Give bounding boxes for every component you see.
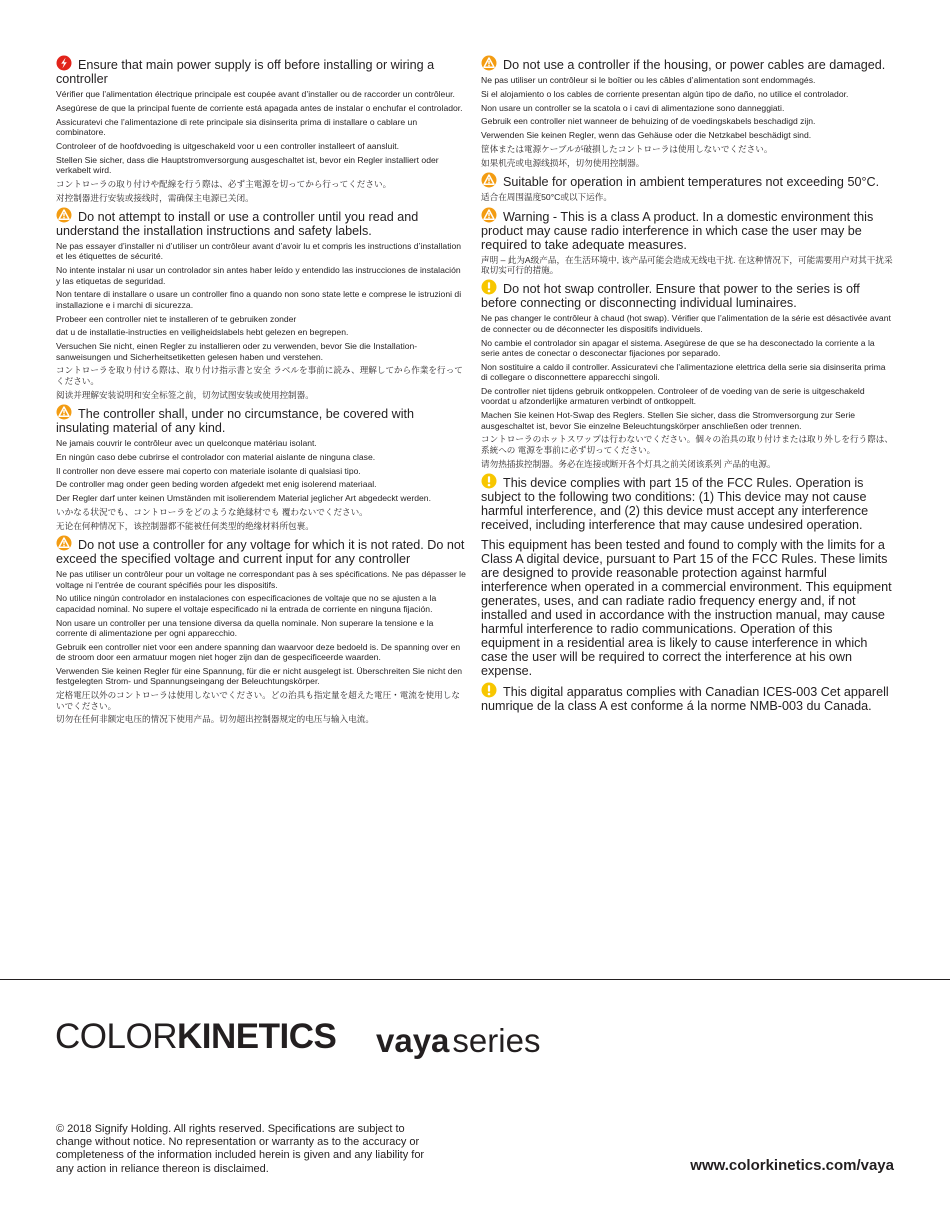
translation-line: Asegúrese de que la principal fuente de corriente está apagada antes de instalar o enchufar el controlador. (56, 102, 463, 113)
translation-line: En ningún caso debe cubrirse el controlador con material aislante de ninguna clase. (56, 451, 376, 462)
safety-notice (56, 535, 466, 725)
safety-notice (481, 172, 893, 202)
translation-line: コントローラの取り付けや配線を行う際は、必ず主電源を切ってから行ってください。 (56, 178, 392, 189)
translation-line: Non sostituire a caldo il controller. Assicuratevi che l’alimentazione elettrica della serie sia disinserita prima di collegare o disconnettere apparecchi singoli. (481, 361, 886, 383)
safety-notice (481, 538, 893, 678)
notice-heading-text: Warning - This is a class A product. In a domestic environment this product may cause radio interference in which case the user may be required to take adequate measures. (481, 209, 874, 252)
vaya-series-logo (376, 1022, 540, 1060)
translation-line: 适合在周围温度50°C或以下运作。 (481, 192, 612, 203)
caution-icon (481, 682, 497, 698)
translation-line: No intente instalar ni usar un controlador sin antes haber leído y entendido las instrucciones de instalación y las etiquetas de seguridad. (56, 265, 461, 286)
safety-notice (481, 55, 893, 168)
notice-heading (481, 207, 893, 252)
notice-heading-text: Do not use a controller if the housing, or power cables are damaged. (503, 58, 886, 72)
translation-line: Stellen Sie sicher, dass die Hauptstromversorgung ausgeschaltet ist, bevor ein Regler installiert oder verkabelt wird. (56, 154, 439, 175)
safety-notice (481, 473, 893, 532)
safety-notice (481, 682, 893, 713)
translation-line: Assicuratevi che l’alimentazione di rete principale sia disinserita prima di installare o cablare un combinatore. (56, 116, 418, 137)
translation-line: Verwenden Sie keinen Regler, wenn das Gehäuse oder die Netzkabel beschädigt sind. (481, 130, 812, 141)
translation-line: 定格電圧以外のコントローラは使用しないでください。どの治具も指定量を超えた電圧・電流を使用しないでください。 (56, 690, 460, 711)
safety-notice (481, 207, 893, 276)
color-kinetics-logo (55, 1017, 336, 1057)
safety-notice (481, 279, 893, 469)
translation-line: コントローラを取り付ける際は、取り付け指示書と安全 ラベルを事前に読み、理解してから作業を行ってください。 (56, 365, 463, 386)
translation-line: Machen Sie keinen Hot-Swap des Reglers. Stellen Sie sicher, dass die Stromversorgung zur Serie ausgeschaltet ist, bevor Sie einzelne Beleuchtungskörper anschließen oder trennen. (481, 410, 856, 431)
logo-color-text: COLOR (55, 1017, 177, 1056)
translation-line: 无论在何种情况下，该控制器都不能被任何类型的绝缘材料所包裹。 (56, 520, 314, 531)
notice-heading (481, 172, 893, 189)
warning-icon (481, 207, 497, 223)
notice-heading (481, 473, 893, 532)
notice-heading (56, 535, 466, 566)
logo-kinetics-text: KINETICS (176, 1017, 337, 1056)
website-link[interactable]: www.colorkinetics.com/vaya (690, 1157, 894, 1174)
notice-heading (56, 55, 466, 86)
logo-series-text: series (452, 1022, 541, 1059)
notice-heading (56, 207, 466, 238)
translation-line: Gebruik een controller niet wanneer de behuizing of de voedingskabels beschadigd zijn. (481, 116, 816, 127)
footer-divider (0, 979, 950, 980)
warning-icon (481, 172, 497, 188)
translation-line: Ne pas utiliser un contrôleur si le boîtier ou les câbles d’alimentation sont endommagés. (481, 75, 816, 85)
translation-line: Ne pas utiliser un contrôleur pour un voltage ne correspondant pas à ses spécifications. Ne pas dépasser le voltage ni l’entrée de courant spécifiés pour les dispositifs. (56, 569, 466, 590)
warning-icon (56, 207, 72, 223)
translation-line: No cambie el controlador sin apagar el sistema. Asegúrese de que se ha desconectado la corriente a la serie antes de conectar o desconectar fijaciones por separado. (481, 337, 875, 359)
safety-notice (56, 55, 466, 203)
translation-line: De controller niet tijdens gebruik ontkoppelen. Controleer of de voeding van de serie is uitgeschakeld voordat u afzonderlijke armaturen verbindt of ontkoppelt. (481, 386, 865, 407)
safety-notice (56, 404, 466, 531)
notice-heading-text: Do not attempt to install or use a controller until you read and understand the installation instructions and safety labels. (56, 210, 419, 238)
translation-line: 阅读并理解安装说明和安全标签之前，切勿试图安装或使用控制器。 (56, 389, 314, 400)
notice-heading-text: The controller shall, under no circumstance, be covered with insulating material of any kind. (56, 407, 414, 436)
notice-heading (481, 279, 893, 310)
logo-vaya-text: vaya (376, 1022, 450, 1059)
translation-line: dat u de installatie-instructies en veiligheidslabels hebt gelezen en begrepen. (56, 327, 349, 338)
translation-line: Ne jamais couvrir le contrôleur avec un quelconque matériau isolant. (56, 438, 317, 449)
notice-heading-text: Ensure that main power supply is off before installing or wiring a controller (56, 58, 435, 86)
translation-line: 切勿在任何非额定电压的情况下使用产品。切勿超出控制器规定的电压与输入电流。 (56, 714, 374, 725)
translation-line: Gebruik een controller niet voor een andere spanning dan waarvoor deze bedoeld is. De spanning over en de stroom door een armatuur mogen niet hoger zijn dan de gespecificeerde waarden. (56, 641, 461, 663)
caution-icon (481, 279, 497, 295)
translation-line: Der Regler darf unter keinen Umständen mit isolierendem Material jeglicher Art abgedeckt werden. (56, 493, 431, 504)
notice-heading (56, 404, 466, 435)
warning-icon (56, 404, 72, 420)
warning-icon (56, 535, 72, 551)
translation-line: Probeer een controller niet te installeren of te gebruiken zonder (56, 313, 297, 324)
notice-heading (481, 55, 893, 72)
notice-heading-text: Do not hot swap controller. Ensure that power to the series is off before connecting or disconnecting individual luminaires. (481, 282, 860, 311)
translation-line: Versuchen Sie nicht, einen Regler zu installieren oder zu verwenden, bevor Sie die Installation-sanweisungen und Sicherheitsetiketten gelesen haben und verstehen. (56, 341, 418, 362)
translation-line: 如果机壳或电源线损坏，切勿使用控制器。 (481, 157, 645, 168)
translation-line: No utilice ningún controlador en instalaciones con especificaciones de voltaje que no se ajusten a la capacidad nominal. No supere el voltaje especificado ni la entrada de corriente en ninguna fijación. (56, 593, 437, 614)
notice-heading-text: This device complies with part 15 of the FCC Rules. Operation is subject to the following two conditions: (1) This device may not cause harmful interference, and (2) this device must accept any interference received, including interference that may cause undesired operation. (481, 476, 869, 533)
electric-shock-icon (56, 55, 72, 71)
notice-heading-text: This digital apparatus complies with Canadian ICES-003 Cet apparell numrique de la class A est conforme á la norme NMB-003 du Canada. (481, 685, 889, 714)
caution-icon (481, 473, 497, 489)
translation-line: Non usare un controller per una tensione diversa da quella nominale. Non superare la tensione e la corrente di alimentazione per ogni apparecchio. (56, 617, 434, 639)
translation-line: Non usare un controller se la scatola o i cavi di alimentazione sono danneggiati. (481, 102, 785, 113)
notice-heading (481, 682, 893, 713)
notice-body: This equipment has been tested and found to comply with the limits for a Class A digital device, pursuant to Part 15 of the FCC Rules. These limits are designed to provide reasonable protection against harmful interference when operated in a commercial environment. This equipment generates, uses, and can radiate radio frequency energy and, if not installed and used in accordance with the instruction manual, may cause harmful interference to radio communications. Operation of this equipment in a residential area is likely to cause interference in which case the user will be required to correct the interference at his own expense. (481, 538, 892, 679)
translation-line: Ne pas essayer d’installer ni d’utiliser un contrôleur avant d’avoir lu et compris les instructions d’installation et les étiquettes de sécurité. (56, 241, 462, 262)
translation-line: Controleer of de hoofdvoeding is uitgeschakeld voor u een controller installeert of aansluit. (56, 140, 400, 151)
translation-line: Verwenden Sie keinen Regler für eine Spannung, für die er nicht ausgelegt ist. Überschreiten Sie nicht den festgelegten Strom- und Spannungseingang der Beleuchtungskörper. (56, 666, 463, 687)
translation-line: Non tentare di installare o usare un controller fino a quando non sono state lette e comprese le istruzioni di installazione e i marchi di sicurezza. (56, 289, 462, 310)
warning-icon (481, 55, 497, 71)
translation-line: 对控制器进行安装或接线时，需确保主电源已关闭。 (56, 192, 254, 203)
notice-heading-text: Do not use a controller for any voltage for which it is not rated. Do not exceed the specified voltage and current input for any controller (56, 538, 465, 567)
translation-line: コントローラのホットスワップは行わないでください。個々の治具の取り付けまたは取り外しを行う際は、系統への 電源を事前に必ず切ってください。 (481, 434, 893, 455)
translation-line: Vérifier que l’alimentation électrique principale est coupée avant d’installer ou de raccorder un contrôleur. (56, 89, 455, 99)
translation-line: De controller mag onder geen beding worden afgedekt met enig isolerend materiaal. (56, 479, 377, 490)
copyright-notice: © 2018 Signify Holding. All rights reserved. Specifications are subject to change without notice. No representation or warranty as to the accuracy or completeness of the information included herein is given and any liability for any action in reliance thereon is disclaimed. (56, 1123, 425, 1175)
translation-line: 筐体または電源ケーブルが破損したコントローラは使用しないでください。 (481, 143, 773, 154)
right-column (481, 55, 893, 717)
safety-notice (56, 207, 466, 400)
notice-heading-text: Suitable for operation in ambient temperatures not exceeding 50°C. (503, 175, 880, 190)
translation-line: Ne pas changer le contrôleur à chaud (hot swap). Vérifier que l’alimentation de la série est désactivée avant de connecter ou de déconnecter les dispositifs individuels. (481, 313, 891, 334)
left-column (56, 55, 466, 729)
translation-line: いかなる状況でも、コントローラをどのような絶縁材でも 覆わないでください。 (56, 507, 368, 517)
translation-line: 声明 – 此为A级产品，在生活环境中, 该产品可能会造成无线电干扰. 在这种情况下，可能需要用户对其干扰采取切实可行的措施。 (481, 254, 893, 275)
translation-line: Il controller non deve essere mai coperto con materiale isolante di qualsiasi tipo. (56, 465, 361, 476)
translation-line: Si el alojamiento o los cables de corriente presentan algún tipo de daño, no utilice el controlador. (481, 88, 849, 99)
translation-line: 请勿热插拔控制器。务必在连接或断开各个灯具之前关闭该系列 产品的电源。 (481, 458, 776, 469)
